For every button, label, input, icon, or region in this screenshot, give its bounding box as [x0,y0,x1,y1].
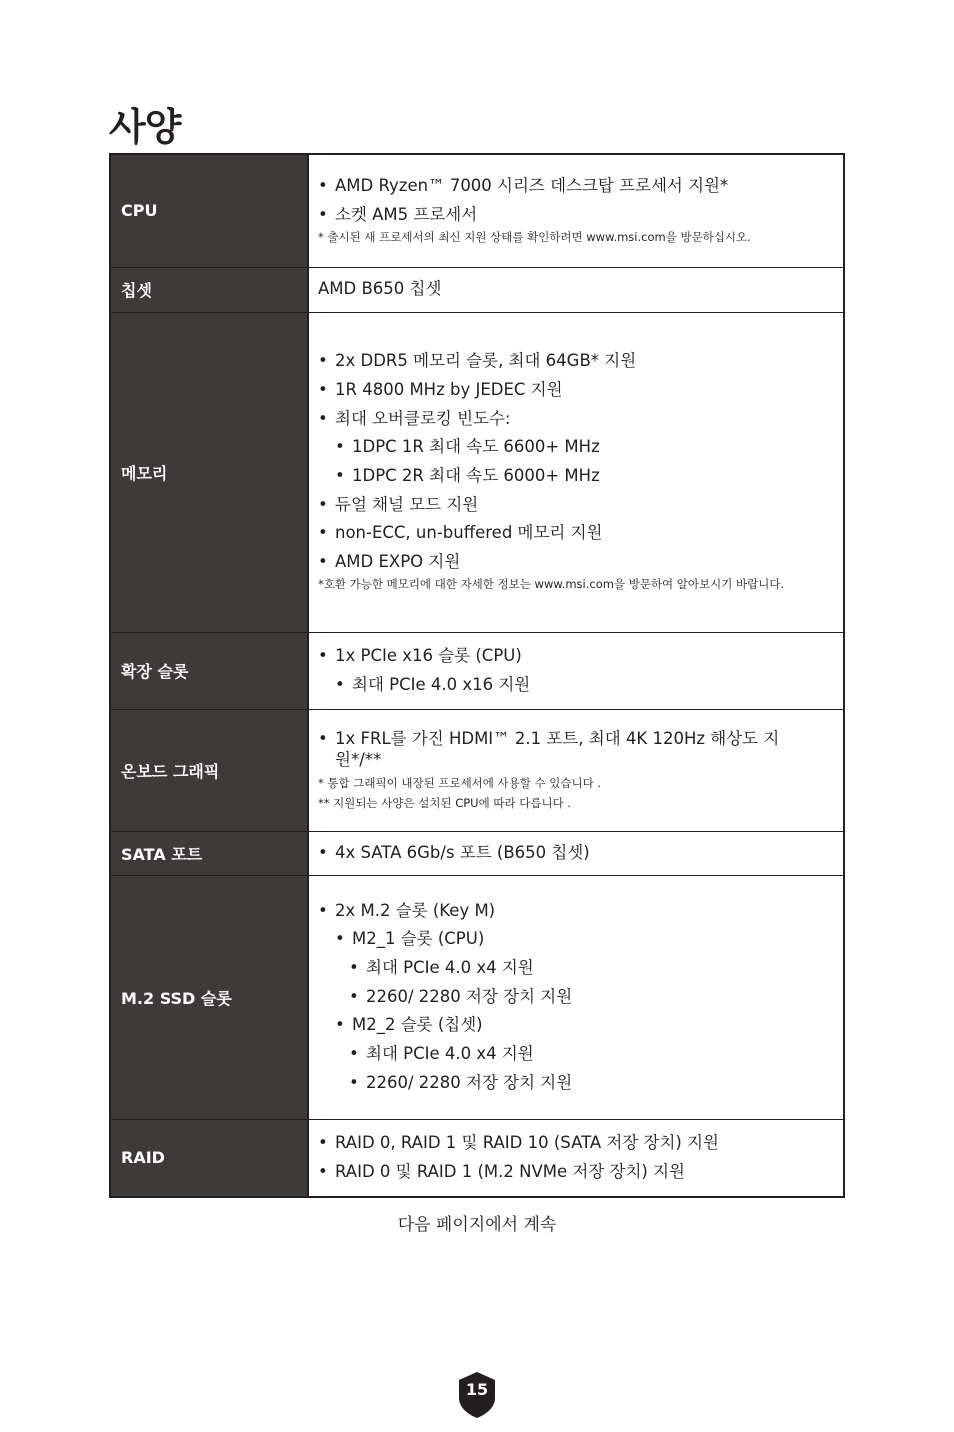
spec-table [109,153,845,1198]
list-item: • 최대 오버클로킹 빈도수: [318,409,833,430]
list-item: • 최대 PCIe 4.0 x4 지원 [349,958,833,979]
list-item: • AMD EXPO 지원 [318,552,833,573]
list-item: • M2_1 슬롯 (CPU) [335,929,833,950]
list-item: • 2x M.2 슬롯 (Key M) [318,901,833,922]
list-item: • 2260/ 2280 저장 장치 지원 [349,1073,833,1094]
list-item: • RAID 0 및 RAID 1 (M.2 NVMe 저장 장치) 지원 [318,1162,833,1183]
page-title: 사양 [109,105,181,149]
footnote: ** 지원되는 사양은 설치된 CPU에 따라 다릅니다 . [318,795,571,810]
spec-row-sata [110,831,844,875]
list-item: • M2_2 슬롯 (칩셋) [335,1015,833,1036]
list-item: • non-ECC, un-buffered 메모리 지원 [318,523,833,544]
list-item: • 1x PCIe x16 슬롯 (CPU) [318,646,833,667]
list-item: • 최대 PCIe 4.0 x16 지원 [335,675,833,696]
list-item: • 2x DDR5 메모리 슬롯, 최대 64GB* 지원 [318,351,833,372]
spec-label: 확장 슬롯 [110,632,308,709]
spec-row-chipset [110,267,844,312]
page-number-badge [457,1371,497,1419]
list-item: • 1DPC 1R 최대 속도 6600+ MHz [335,437,833,458]
spec-label: CPU [110,154,308,267]
spec-value [308,1119,844,1197]
spec-label: M.2 SSD 슬롯 [110,875,308,1119]
list-item: • 1R 4800 MHz by JEDEC 지원 [318,380,833,401]
page-number: 15 [465,1380,489,1399]
list-item: • 2260/ 2280 저장 장치 지원 [349,987,833,1008]
list-item: • RAID 0, RAID 1 및 RAID 10 (SATA 저장 장치) 지원 [318,1133,833,1154]
spec-label: 칩셋 [110,267,308,312]
spec-label: RAID [110,1119,308,1197]
list-item: • 최대 PCIe 4.0 x4 지원 [349,1044,833,1065]
spec-value [308,312,844,632]
spec-label: 메모리 [110,312,308,632]
list-item: • 1DPC 2R 최대 속도 6000+ MHz [335,466,833,487]
spec-value [308,154,844,267]
spec-value [308,632,844,709]
spec-label: 온보드 그래픽 [110,709,308,831]
spec-text: AMD B650 칩셋 [318,279,442,299]
list-item: • 4x SATA 6Gb/s 포트 (B650 칩셋) [318,843,833,864]
spec-value [308,831,844,875]
spec-value [308,875,844,1119]
spec-value [308,267,844,312]
spec-row-expansion [110,632,844,709]
spec-row-memory [110,312,844,632]
spec-row-m2 [110,875,844,1119]
list-item: • 소켓 AM5 프로세서 [318,205,833,226]
spec-row-cpu [110,154,844,267]
list-item: • AMD Ryzen™ 7000 시리즈 데스크탑 프로세서 지원* [318,176,833,197]
list-item: • 1x FRL를 가진 HDMI™ 2.1 포트, 최대 4K 120Hz 해상도 지원*/** [318,729,833,770]
list-item: • 듀얼 채널 모드 지원 [318,495,833,516]
spec-label: SATA 포트 [110,831,308,875]
footnote: * 통합 그래픽이 내장된 프로세서에 사용할 수 있습니다 . [318,775,602,790]
spec-row-graphics [110,709,844,831]
continued-notice: 다음 페이지에서 계속 [397,1215,557,1235]
footnote: *호환 가능한 메모리에 대한 자세한 정보는 www.msi.com을 방문하여 알아보시기 바랍니다. [318,577,785,592]
spec-row-raid [110,1119,844,1197]
footnote: * 출시된 새 프로세서의 최신 지원 상태를 확인하려면 www.msi.com을 방문하십시오. [318,230,751,245]
spec-value [308,709,844,831]
